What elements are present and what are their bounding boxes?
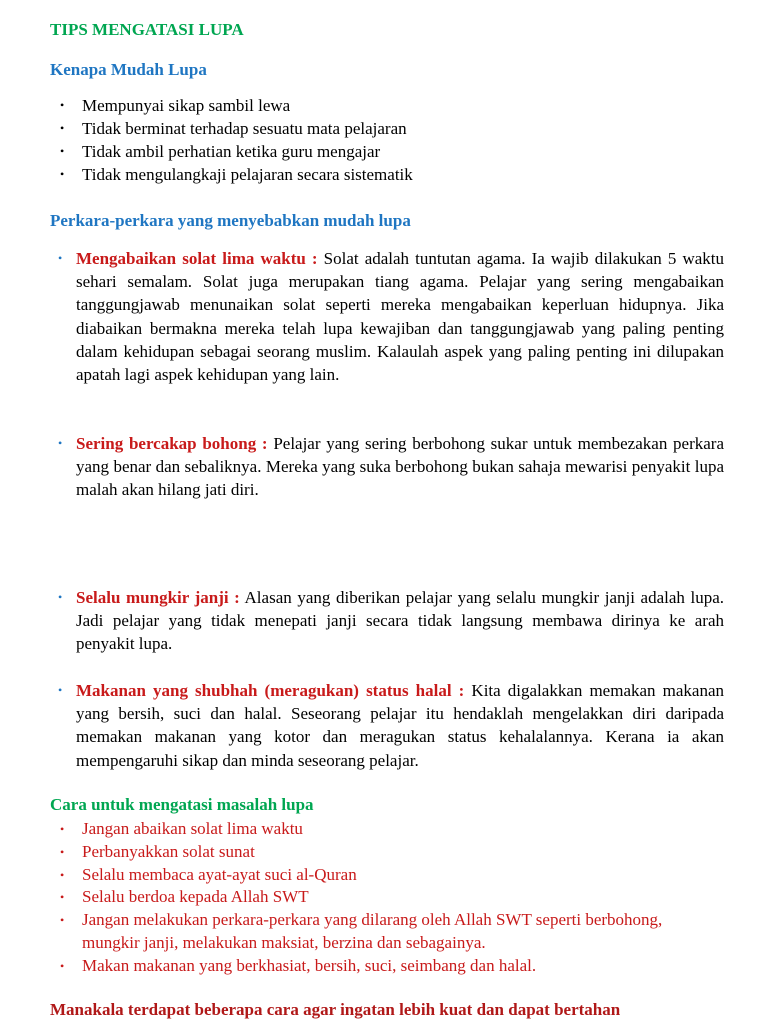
document-title: TIPS MENGATASI LUPA — [50, 20, 244, 39]
section-heading-why-forget: Kenapa Mudah Lupa — [50, 60, 207, 79]
cause-text: Kita digalakkan memakan makanan yang bersih, suci dan halal. Seseorang pelajar itu hendaklah mengelakkan diri daripada memakan makanan yang kotor dan meragukan status kehalalannya. Kerana ia akan mempengaruhi sikap dan minda seseorang pelajar. — [76, 681, 724, 770]
bullet-icon: • — [60, 867, 65, 882]
bullet-icon: • — [58, 683, 63, 697]
bullet-icon: • — [58, 590, 63, 604]
why-forget-list — [60, 94, 413, 186]
list-item: • Selalu membaca ayat-ayat suci al-Quran — [60, 864, 720, 887]
cause-item-lying — [58, 432, 724, 502]
cause-term: Makanan yang shubhah (meragukan) status halal : — [76, 681, 465, 700]
remedies-list — [60, 818, 720, 978]
section-heading-memory-tips: Manakala terdapat beberapa cara agar ingatan lebih kuat dan dapat bertahan — [50, 1000, 621, 1019]
list-item: • Perbanyakkan solat sunat — [60, 841, 720, 864]
bullet-icon: • — [60, 144, 65, 158]
list-item: • Jangan abaikan solat lima waktu — [60, 818, 720, 841]
list-item: • Tidak mengulangkaji pelajaran secara sistematik — [60, 165, 413, 184]
bullet-icon: • — [60, 913, 65, 928]
section-heading-causes: Perkara-perkara yang menyebabkan mudah lupa — [50, 211, 411, 230]
cause-term: Sering bercakap bohong : — [76, 434, 268, 453]
cause-term: Mengabaikan solat lima waktu : — [76, 249, 318, 268]
bullet-icon: • — [60, 958, 65, 973]
cause-text: Solat adalah tuntutan agama. Ia wajib dilakukan 5 waktu sehari semalam. Solat juga merupakan tiang agama. Pelajar yang sering mengabaikan tanggungjawab menunaikan solat seperti mereka mengabaikan keperluan hidupnya. Jika diabaikan bermakna mereka telah lupa kewajiban dan tanggungjawab yang paling penting dalam kehidupan sebagai seorang muslim. Kalaulah aspek yang paling penting ini dilupakan apatah lagi aspek kehidupan yang lain. — [76, 249, 725, 385]
list-item: • Jangan melakukan perkara-perkara yang dilarang oleh Allah SWT seperti berbohong, mungkir janji, melakukan maksiat, berzina dan sebagainya. — [60, 910, 663, 952]
cause-item-doubtful-food — [58, 679, 724, 772]
cause-item-prayer — [58, 247, 724, 386]
bullet-icon: • — [60, 167, 65, 181]
bullet-icon: • — [58, 436, 63, 450]
cause-text: Pelajar yang sering berbohong sukar untuk membezakan perkara yang benar dan sebaliknya. Mereka yang suka berbohong bukan sahaja mewarisi penyakit lupa malah akan hilang jati diri. — [76, 434, 724, 500]
list-item: • Makan makanan yang berkhasiat, bersih, suci, seimbang dan halal. — [60, 955, 720, 978]
bullet-icon: • — [58, 251, 63, 265]
list-item: • Tidak berminat terhadap sesuatu mata pelajaran — [60, 119, 407, 138]
section-heading-remedies: Cara untuk mengatasi masalah lupa — [50, 795, 314, 814]
bullet-icon: • — [60, 844, 65, 859]
bullet-icon: • — [60, 890, 65, 905]
cause-text: Alasan yang diberikan pelajar yang selalu mungkir janji adalah lupa. Jadi pelajar yang tidak menepati janji secara tidak langsung membawa dirinya ke arah penyakit lupa. — [76, 588, 725, 654]
bullet-icon: • — [60, 822, 65, 836]
cause-item-broken-promise — [58, 586, 724, 656]
list-item: • Selalu berdoa kepada Allah SWT — [60, 886, 720, 909]
list-item: • Tidak ambil perhatian ketika guru mengajar — [60, 142, 381, 161]
bullet-icon: • — [60, 98, 65, 112]
list-item: • Mempunyai sikap sambil lewa — [60, 96, 291, 115]
bullet-icon: • — [60, 121, 65, 135]
cause-term: Selalu mungkir janji : — [76, 588, 240, 607]
